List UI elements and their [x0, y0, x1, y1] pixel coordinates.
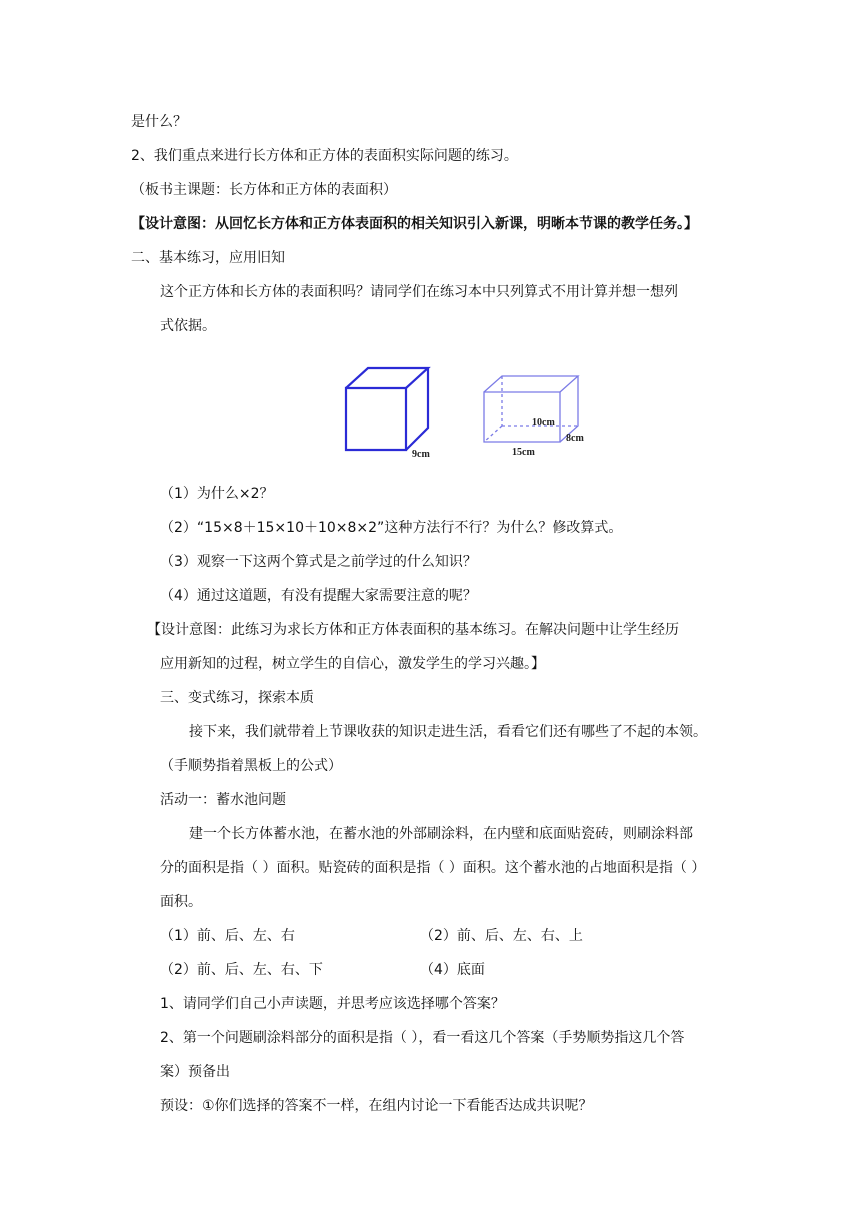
question-line: （1）为什么×2？ — [160, 486, 274, 502]
problem-text: 建一个长方体蓄水池，在蓄水池的外部刷涂料，在内壁和底面贴瓷砖，则刷涂料部 — [189, 826, 693, 842]
text-line: 接下来，我们就带着上节课收获的知识走进生活，看看它们还有哪些了不起的本领。 — [189, 724, 707, 740]
cuboid-shape — [484, 376, 578, 442]
cuboid-width-label: 8cm — [566, 433, 584, 444]
text-line: 2、我们重点来进行长方体和正方体的表面积实际问题的练习。 — [131, 148, 518, 164]
text-line: 预设：①你们选择的答案不一样，在组内讨论一下看能否达成共识呢？ — [160, 1098, 593, 1114]
activity-heading: 活动一：蓄水池问题 — [160, 792, 286, 808]
section-heading: 三、变式练习，探索本质 — [160, 690, 314, 706]
text-line: 案）预备出 — [160, 1064, 230, 1080]
answer-option: （1）前、后、左、右 — [160, 928, 295, 944]
problem-text: 分的面积是指（ ）面积。贴瓷砖的面积是指（ ）面积。这个蓄水池的占地面积是指（ ） — [160, 860, 706, 876]
text-line: 是什么？ — [131, 114, 187, 130]
cube-shape — [346, 368, 428, 450]
question-line: （4）通过这道题，有没有提醒大家需要注意的呢？ — [160, 588, 477, 604]
text-line: 式依据。 — [160, 318, 216, 334]
text-line: 1、请同学们自己小声读题，并思考应该选择哪个答案？ — [160, 996, 505, 1012]
section-heading: 二、基本练习，应用旧知 — [131, 250, 285, 266]
cube-edge-label: 9cm — [412, 449, 430, 460]
design-intent-note: 【设计意图：从回忆长方体和正方体表面积的相关知识引入新课，明晰本节课的教学任务。】 — [131, 216, 698, 232]
answer-option: （2）前、后、左、右、下 — [160, 962, 323, 978]
question-line: （2）“15×8＋15×10＋10×8×2”这种方法行不行？为什么？修改算式。 — [160, 520, 623, 536]
cuboid-height-label: 10cm — [532, 417, 555, 428]
cube-and-cuboid-figure — [338, 366, 588, 462]
answer-option: （4）底面 — [420, 962, 485, 978]
cuboid-length-label: 15cm — [512, 447, 535, 458]
text-line: 2、第一个问题刷涂料部分的面积是指（ ），看一看这几个答案（手势顺势指这几个答 — [160, 1030, 685, 1046]
problem-text: 面积。 — [160, 894, 202, 910]
design-intent-note: 【设计意图：此练习为求长方体和正方体表面积的基本练习。在解决问题中让学生经历 — [147, 622, 679, 638]
design-intent-note: 应用新知的过程，树立学生的自信心，激发学生的学习兴趣。】 — [160, 656, 545, 672]
text-line: （手顺势指着黑板上的公式） — [160, 758, 342, 774]
answer-option: （2）前、后、左、右、上 — [420, 928, 583, 944]
text-line: （板书主课题：长方体和正方体的表面积） — [131, 182, 397, 198]
text-line: 这个正方体和长方体的表面积吗？请同学们在练习本中只列算式不用计算并想一想列 — [160, 284, 678, 300]
question-line: （3）观察一下这两个算式是之前学过的什么知识？ — [160, 554, 477, 570]
